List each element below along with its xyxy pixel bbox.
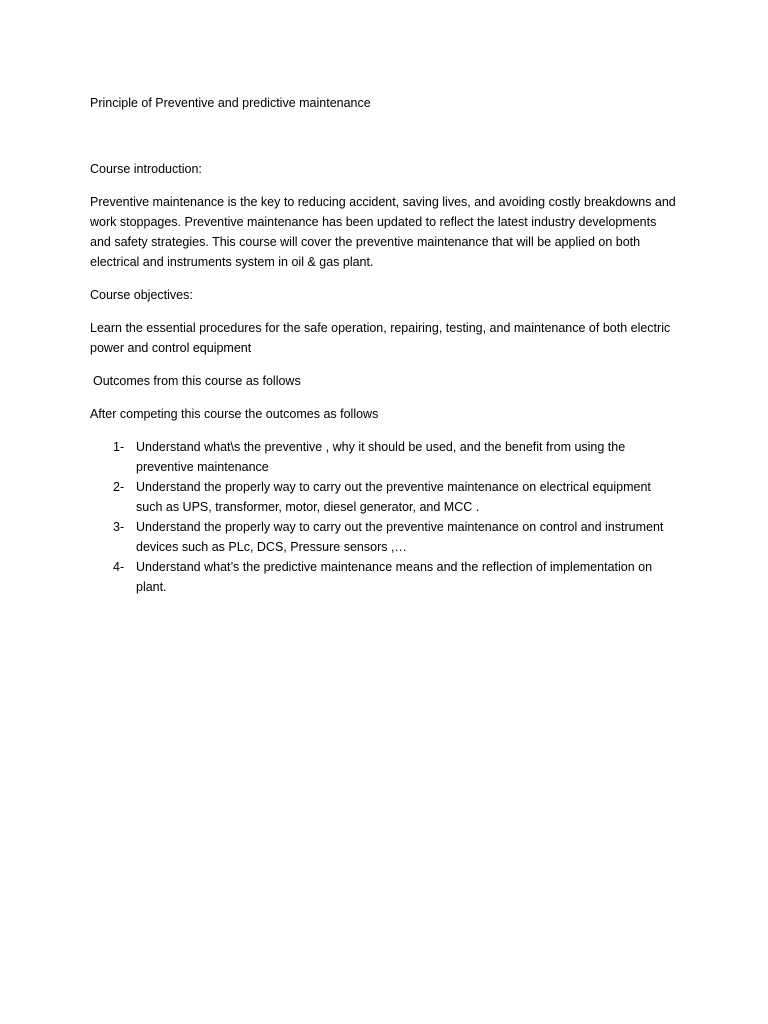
outcome-item <box>90 437 680 477</box>
outcome-text: Understand what’s the predictive maintenance means and the reflection of implementation on plant. <box>136 560 653 594</box>
outcomes-list <box>90 437 680 597</box>
outcome-item <box>90 557 680 597</box>
outcome-item <box>90 517 680 557</box>
objectives-heading: Course objectives: <box>90 288 193 302</box>
intro-heading: Course introduction: <box>90 162 202 176</box>
outcomes-intro: After competing this course the outcomes as follows <box>90 407 379 421</box>
outcomes-heading: Outcomes from this course as follows <box>93 374 301 388</box>
outcome-number: 4- <box>113 560 125 574</box>
objectives-paragraph: Learn the essential procedures for the safe operation, repairing, testing, and maintenance of both electric power and control equipment <box>90 321 671 355</box>
outcome-text: Understand the properly way to carry out the preventive maintenance on control and instrument devices such as PLc, DCS, Pressure sensors ,… <box>136 520 664 554</box>
document-title: Principle of Preventive and predictive maintenance <box>90 96 371 110</box>
outcome-text: Understand what\s the preventive , why it should be used, and the benefit from using the preventive maintenance <box>136 440 626 474</box>
outcome-number: 2- <box>113 480 125 494</box>
outcome-item <box>90 477 680 517</box>
outcome-number: 1- <box>113 440 125 454</box>
outcome-number: 3- <box>113 520 125 534</box>
intro-paragraph: Preventive maintenance is the key to reducing accident, saving lives, and avoiding costly breakdowns and work stoppages. Preventive maintenance has been updated to reflect the latest industry developments and safety strategies. This course will cover the preventive maintenance that will be applied on both electrical and instruments system in oil & gas plant. <box>90 195 676 269</box>
outcome-text: Understand the properly way to carry out the preventive maintenance on electrical equipment such as UPS, transformer, motor, diesel generator, and MCC . <box>136 480 651 514</box>
document-body <box>90 93 680 597</box>
